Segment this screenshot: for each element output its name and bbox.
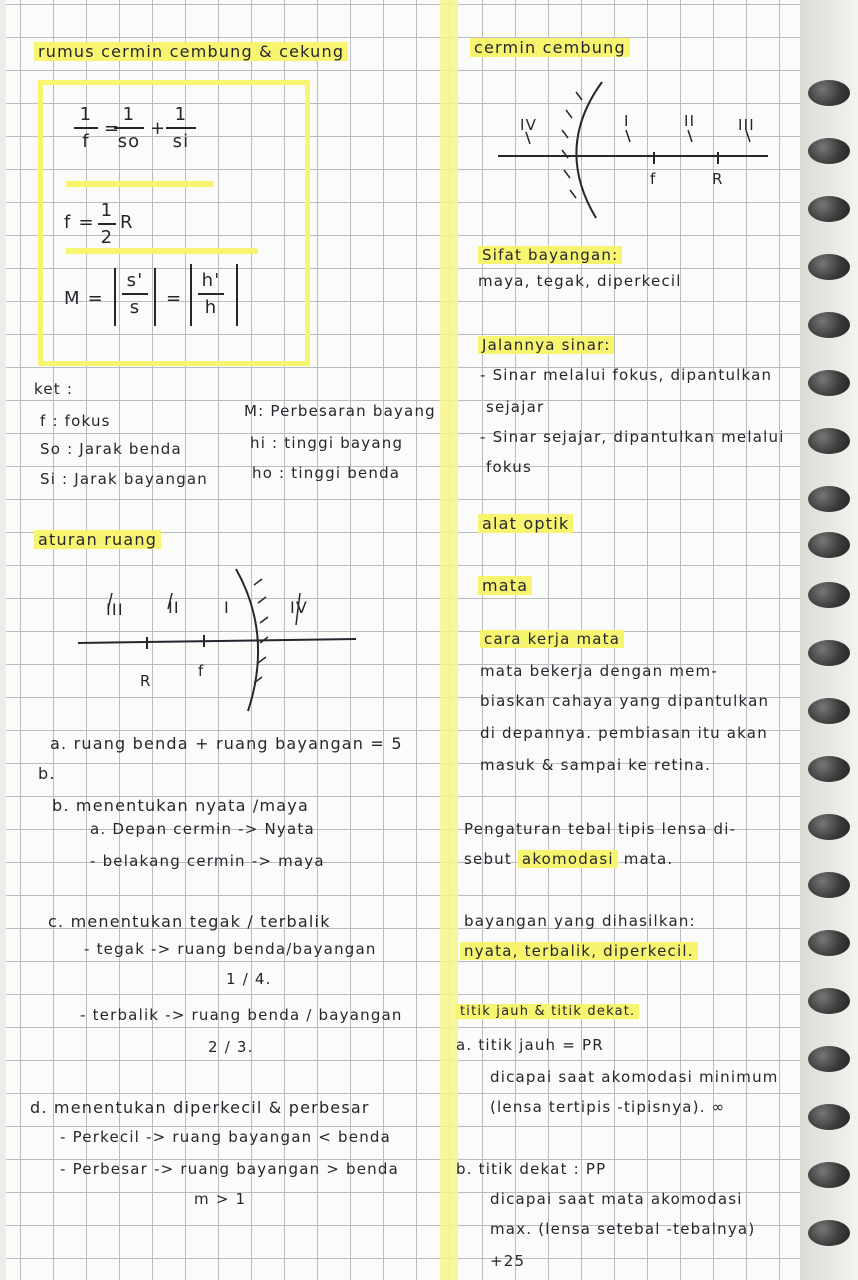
cara-kerja-line: biaskan cahaya yang dipantulkan (480, 692, 770, 710)
bayangan-dihasilkan-text: nyata, terbalik, diperkecil. (460, 942, 698, 960)
ket-item: hi : tinggi bayang (250, 434, 404, 452)
titik-jauh-desc: (lensa tertipis -tipisnya). ∞ (490, 1098, 726, 1116)
ket-item: Si : Jarak bayangan (40, 470, 209, 488)
spiral-ring (808, 814, 850, 840)
rule-line: - Perkecil -> ruang bayangan < benda (60, 1128, 392, 1146)
jalannya-sinar-line: - Sinar melalui fokus, dipantulkan (480, 366, 773, 384)
abs-bar-right-2 (236, 264, 238, 326)
ket-title: ket : (34, 380, 74, 398)
rule-line: 1 / 4. (226, 970, 272, 988)
fraction-s-prime-over-s: s' s (122, 270, 148, 318)
rule-line: - belakang cermin -> maya (90, 852, 325, 870)
formula-section-title: rumus cermin cembung & cekung (34, 42, 348, 61)
sifat-bayangan-text: maya, tegak, diperkecil (478, 272, 682, 290)
rule-line: a. ruang benda + ruang bayangan = 5 (50, 734, 403, 753)
rule-line: a. Depan cermin -> Nyata (90, 820, 315, 838)
pengaturan-line-2 (464, 850, 673, 868)
titik-dekat-label: b. titik dekat : PP (456, 1160, 607, 1178)
pengaturan-word: sebut (464, 850, 512, 868)
formula-underline-highlight (66, 248, 258, 254)
point-R-label: R (712, 170, 724, 188)
spiral-ring (808, 196, 850, 222)
titik-dekat-desc: +25 (490, 1252, 526, 1270)
rule-line: c. menentukan tegak / terbalik (48, 912, 331, 931)
spiral-ring (808, 370, 850, 396)
aturan-ruang-title: aturan ruang (34, 530, 161, 549)
rule-line: d. menentukan diperkecil & perbesar (30, 1098, 370, 1117)
region-label-III: III (106, 600, 124, 619)
akomodasi-highlight: akomodasi (518, 850, 618, 868)
jalannya-sinar-line: - Sinar sejajar, dipantulkan melalui (480, 428, 785, 446)
titik-jauh-label: a. titik jauh = PR (456, 1036, 604, 1054)
rule-line: b. (38, 764, 56, 783)
mirror-curve (576, 82, 602, 218)
alat-optik-title: alat optik (478, 514, 573, 533)
titik-dekat-desc: dicapai saat mata akomodasi (490, 1190, 743, 1208)
region-label-I: I (224, 598, 230, 617)
jalannya-sinar-line: fokus (486, 458, 533, 476)
region-label-II: II (168, 598, 180, 617)
cara-kerja-line: masuk & sampai ke retina. (480, 756, 712, 774)
pengaturan-line-1: Pengaturan tebal tipis lensa di- (464, 820, 737, 838)
spiral-ring (808, 930, 850, 956)
spiral-ring (808, 1220, 850, 1246)
pengaturan-word: mata. (623, 850, 674, 868)
rule-line: - Perbesar -> ruang bayangan > benda (60, 1160, 399, 1178)
region-label-II: II (684, 112, 696, 130)
point-f-label: f (198, 662, 205, 680)
region-label-I: I (624, 112, 630, 130)
cara-kerja-line: mata bekerja dengan mem- (480, 662, 718, 680)
principal-axis (78, 639, 356, 643)
spiral-ring (808, 582, 850, 608)
spiral-ring (808, 486, 850, 512)
spiral-ring (808, 428, 850, 454)
fraction-1-over-f: 1 f (74, 104, 98, 152)
fraction-1-over-so: 1 so (114, 104, 144, 152)
point-R-label: R (140, 672, 152, 690)
center-highlight-divider (440, 0, 458, 1280)
titik-dekat-desc: max. (lensa setebal -tebalnya) (490, 1220, 756, 1238)
jalannya-sinar-title: Jalannya sinar: (478, 336, 614, 354)
magnification-M-equals: M = (64, 288, 104, 309)
rule-line: - tegak -> ruang benda/bayangan (84, 940, 377, 958)
abs-bar-right-1 (154, 268, 156, 326)
spiral-ring (808, 698, 850, 724)
region-label-IV: IV (520, 116, 538, 134)
ket-item: So : Jarak benda (40, 440, 182, 458)
spiral-ring (808, 1104, 850, 1130)
spiral-ring (808, 988, 850, 1014)
spiral-ring (808, 532, 850, 558)
convex-mirror-diagram (496, 78, 786, 228)
plus-sign: + (150, 118, 167, 139)
equals-sign: = (166, 288, 183, 309)
f-equals: f = (64, 212, 95, 233)
rule-line: - terbalik -> ruang benda / bayangan (80, 1006, 403, 1024)
cermin-cembung-title: cermin cembung (470, 38, 630, 57)
region-label-III: III (738, 116, 755, 134)
concave-mirror-diagram (68, 565, 388, 725)
sifat-bayangan-title: Sifat bayangan: (478, 246, 622, 264)
radius-R: R (120, 212, 134, 233)
fraction-h-prime-over-h: h' h (198, 270, 224, 318)
rule-line: m > 1 (194, 1190, 247, 1208)
titik-jauh-desc: dicapai saat akomodasi minimum (490, 1068, 779, 1086)
ket-item: M: Perbesaran bayang (244, 402, 436, 420)
jalannya-sinar-line: sejajar (486, 398, 545, 416)
abs-bar-left-2 (190, 264, 192, 326)
spiral-ring (808, 254, 850, 280)
spiral-ring (808, 756, 850, 782)
spiral-ring (808, 872, 850, 898)
spiral-ring (808, 640, 850, 666)
ket-item: ho : tinggi benda (252, 464, 401, 482)
formula-underline-highlight (66, 181, 214, 187)
cara-kerja-mata-title: cara kerja mata (480, 630, 624, 648)
rule-line: 2 / 3. (208, 1038, 254, 1056)
spiral-ring (808, 1162, 850, 1188)
rule-line: b. menentukan nyata /maya (52, 796, 309, 815)
spiral-ring (808, 138, 850, 164)
titik-jauh-dekat-title: titik jauh & titik dekat. (456, 1004, 639, 1019)
spiral-ring (808, 312, 850, 338)
region-label-IV: IV (290, 598, 309, 617)
equals-sign: = (104, 118, 121, 139)
fraction-1-over-si: 1 si (166, 104, 196, 152)
point-f-label: f (650, 170, 657, 188)
spiral-ring (808, 80, 850, 106)
cara-kerja-line: di depannya. pembiasan itu akan (480, 724, 768, 742)
abs-bar-left-1 (114, 268, 116, 326)
bayangan-dihasilkan-title: bayangan yang dihasilkan: (464, 912, 696, 930)
ket-item: f : fokus (40, 412, 111, 430)
mata-title: mata (478, 576, 532, 595)
spiral-ring (808, 1046, 850, 1072)
fraction-half: 1 2 (98, 200, 116, 248)
